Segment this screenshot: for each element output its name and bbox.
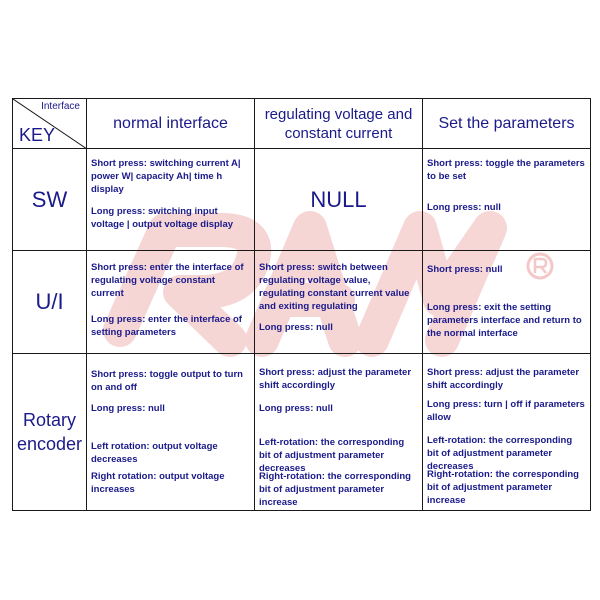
rotary-reg-short: Short press: adjust the parameter shift accordingly [259, 367, 412, 391]
rotary-normal-left: Left rotation: output voltage decreases [91, 441, 218, 465]
ui-reg-short: Short press: switch between regulating voltage value, regulating constant current value and exiting regulating [259, 262, 410, 312]
rotary-set-right: Right-rotation: the corresponding bit of adjustment parameter increase [427, 469, 579, 506]
rotary-reg-left: Left-rotation: the corresponding bit of adjustment parameter decreases [259, 437, 405, 474]
key-ui: U/I [13, 251, 87, 354]
ui-set-long: Long press: exit the setting parameters interface and return to the normal interface [427, 302, 582, 339]
key-sw: SW [13, 149, 87, 251]
header-regulating: regulating voltage and constant current [255, 99, 423, 149]
ui-normal-cell [87, 251, 255, 354]
ui-set-cell [423, 251, 591, 354]
ui-reg-cell [255, 251, 423, 354]
rotary-normal-short: Short press: toggle output to turn on and off [91, 369, 243, 393]
header-set-parameters: Set the parameters [423, 99, 591, 149]
rotary-normal-cell [87, 354, 255, 511]
rotary-set-cell [423, 354, 591, 511]
ui-reg-long: Long press: null [259, 322, 333, 333]
table-row-sw [13, 149, 591, 251]
ui-normal-long: Long press: enter the interface of setting parameters [91, 314, 242, 338]
sw-reg-null: NULL [310, 186, 367, 212]
key-label: KEY [19, 125, 56, 145]
key-rotary [13, 354, 87, 511]
key-rotary-line2: encoder [16, 434, 83, 454]
sw-set-short: Short press: toggle the parameters to be set [427, 158, 585, 182]
rotary-reg-right: Right-rotation: the corresponding bit of adjustment parameter increase [259, 471, 411, 508]
sw-set-cell [423, 149, 591, 251]
table-header-row [13, 99, 591, 149]
rotary-set-long: Long press: turn | off if parameters allow [427, 399, 585, 423]
rotary-reg-cell [255, 354, 423, 511]
rotary-normal-right: Right rotation: output voltage increases [91, 471, 225, 495]
sw-normal-short: Short press: switching current A| power W| capacity Ah| time h display [91, 158, 241, 195]
sw-set-long: Long press: null [427, 202, 501, 213]
interface-label: Interface [41, 101, 80, 112]
corner-header-cell [13, 99, 87, 149]
rotary-reg-long: Long press: null [259, 403, 333, 414]
table-row-ui [13, 251, 591, 354]
ui-set-short: Short press: null [427, 264, 503, 275]
header-normal-interface: normal interface [87, 99, 255, 149]
table-row-rotary [13, 354, 591, 511]
key-rotary-line1: Rotary [22, 410, 76, 430]
sw-reg-cell [255, 149, 423, 251]
rotary-set-left: Left-rotation: the corresponding bit of adjustment parameter decreases [427, 435, 573, 472]
rotary-set-short: Short press: adjust the parameter shift accordingly [427, 367, 580, 391]
sw-normal-long: Long press: switching input voltage | output voltage display [91, 206, 234, 230]
ui-normal-short: Short press: enter the interface of regulating voltage constant current [91, 262, 244, 299]
key-function-table [12, 98, 591, 511]
rotary-normal-long: Long press: null [91, 403, 165, 414]
sw-normal-cell [87, 149, 255, 251]
